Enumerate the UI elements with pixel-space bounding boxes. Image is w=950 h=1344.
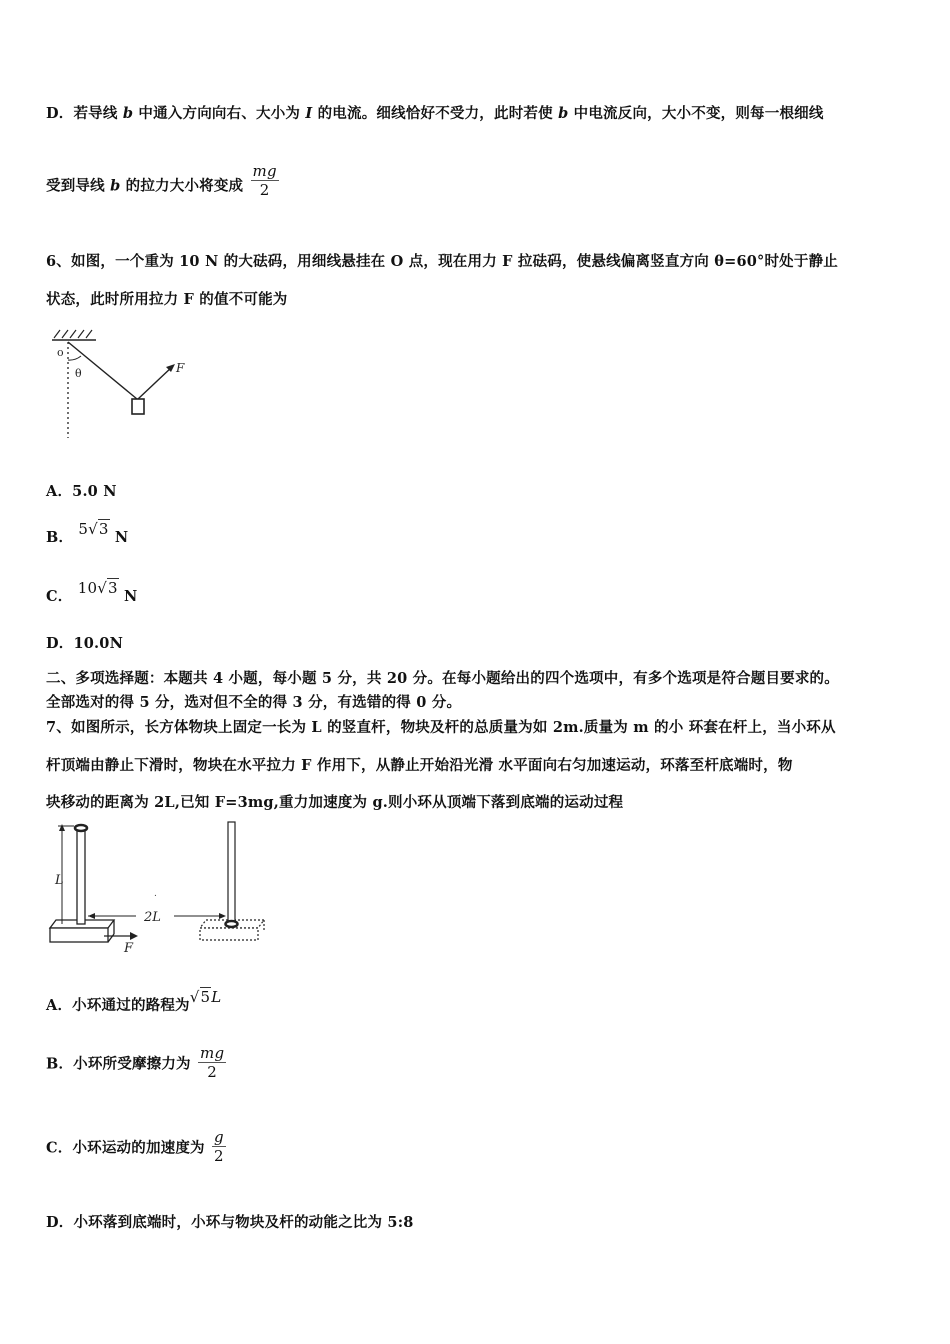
fraction-mg-over-2-q7: $\frac{mg}{2}$: [200, 1044, 225, 1081]
q7-option-d: D．小环落到底端时，小环与物块及杆的动能之比为 5:8: [46, 1214, 414, 1231]
distance-2l-label: 2L: [144, 910, 161, 925]
q6-option-b: B． 5√3 N: [46, 520, 129, 546]
q7-stem-line2: 杆顶端由静止下滑时，物块在水平拉力 F 作用下，从静止开始沿光滑 水平面向右匀加速运动，环落至杆底端时，物: [46, 757, 793, 774]
radical-5-sqrt-3: 5√3: [78, 520, 109, 538]
q6-stem-line1: 6、如图，一个重为 10 N 的大砝码，用细线悬挂在 O 点，现在用力 F 拉砝码，使悬线偏离竖直方向 θ=60°时处于静止: [46, 253, 838, 270]
q6-option-d: D．10.0N: [46, 635, 124, 652]
theta-label: θ: [75, 367, 82, 380]
force-f-label-q7: F: [124, 941, 134, 956]
q5-option-d-line2: 受到导线 b 的拉力大小将变成 $\frac{mg}{2}$: [46, 162, 277, 199]
q6-figure-pendulum: [44, 326, 204, 446]
point-o-label: o: [57, 346, 64, 359]
force-f-label: F: [176, 361, 185, 375]
q7-option-b: B．小环所受摩擦力为 $\frac{mg}{2}$: [46, 1044, 225, 1081]
fraction-mg-over-2: $\frac{mg}{2}$: [252, 162, 277, 199]
q6-option-a: A．5.0 N: [46, 483, 117, 500]
q7-option-a: A．小环通过的路程为√5L: [46, 988, 222, 1014]
q5-option-d-line1: D．若导线 b 中通入方向向右、大小为 I 的电流。细线恰好不受力，此时若使 b 中电流反向，大小不变，则每一根细线: [46, 105, 824, 122]
fraction-g-over-2: $\frac{g}{2}$: [214, 1128, 224, 1165]
q7-stem-line3: 块移动的距离为 2L,已知 F=3mg,重力加速度为 g.则小环从顶端下落到底端的运动过程: [46, 794, 624, 811]
section2-instructions-line2: 全部选对的得 5 分，选对但不全的得 3 分，有选错的得 0 分。: [46, 694, 462, 711]
section2-instructions-line1: 二、多项选择题：本题共 4 小题，每小题 5 分，共 20 分。在每小题给出的四个选项中，有多个选项是符合题目要求的。: [46, 670, 839, 687]
radical-sqrt-5-l: √5L: [189, 988, 222, 1006]
q7-figure-rod-block: [44, 818, 274, 958]
length-l-label: L: [55, 873, 64, 888]
radical-10-sqrt-3: 10√3: [77, 579, 118, 597]
svg-text:.: .: [154, 889, 157, 899]
q6-stem-line2: 状态，此时所用拉力 F 的值不可能为: [46, 291, 288, 308]
q7-stem-line1: 7、如图所示，长方体物块上固定一长为 L 的竖直杆，物块及杆的总质量为如 2m.质量为 m 的小 环套在杆上，当小环从: [46, 719, 836, 736]
q7-option-c: C．小环运动的加速度为 $\frac{g}{2}$: [46, 1128, 224, 1165]
q6-option-c: C． 10√3 N: [46, 579, 138, 605]
